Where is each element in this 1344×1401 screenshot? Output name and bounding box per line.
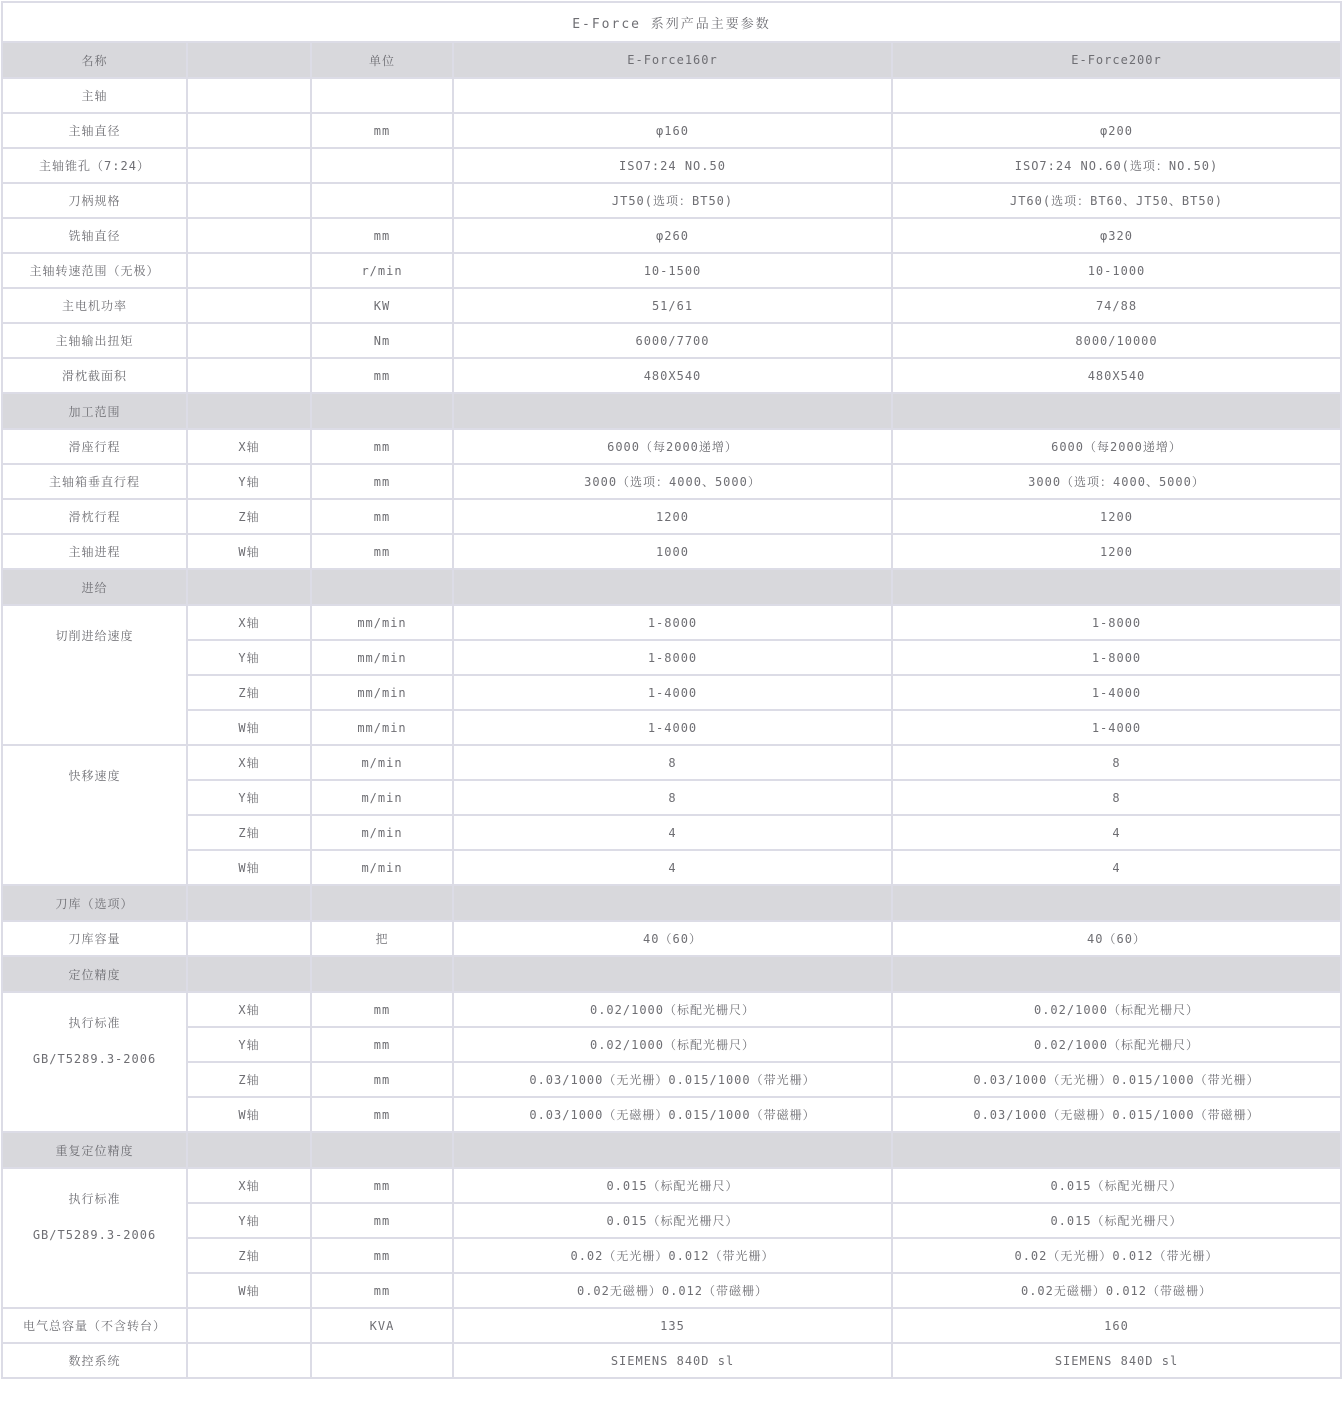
table-row: Z轴 m/min 4 4 <box>2 815 1341 850</box>
table-row: W轴 mm 0.03/1000（无磁栅）0.015/1000（带磁栅） 0.03/1000（无磁栅）0.015/1000（带磁栅） <box>2 1097 1341 1132</box>
table-row: 滑座行程 X轴 mm 6000（每2000递增） 6000（每2000递增） <box>2 429 1341 464</box>
header-model-b: E-Force200r <box>892 42 1341 78</box>
table-row: 执行标准 GB/T5289.3-2006 X轴 mm 0.015（标配光栅尺） 0.015（标配光栅尺） <box>2 1168 1341 1203</box>
cutting-feed-label: 切削进给速度 <box>2 605 187 745</box>
repeat-standard: 执行标准 GB/T5289.3-2006 <box>2 1168 187 1308</box>
table-row: Z轴 mm 0.02（无光栅）0.012（带光栅） 0.02（无光栅）0.012（带光栅） <box>2 1238 1341 1273</box>
table-row: 刀柄规格 JT50(选项：BT50) JT60(选项：BT60、JT50、BT50) <box>2 183 1341 218</box>
section-row <box>2 569 1341 605</box>
table-row: Y轴 mm/min 1-8000 1-8000 <box>2 640 1341 675</box>
table-row: 主轴转速范围（无极） r/min 10-1500 10-1000 <box>2 253 1341 288</box>
header-name: 名称 <box>2 42 187 78</box>
table-row: 刀库容量 把 40（60） 40（60） <box>2 921 1341 956</box>
table-row: 主轴箱垂直行程 Y轴 mm 3000（选项：4000、5000） 3000（选项：4000、5000） <box>2 464 1341 499</box>
section-row <box>2 956 1341 992</box>
table-row: W轴 mm/min 1-4000 1-4000 <box>2 710 1341 745</box>
table-row: Y轴 mm 0.015（标配光栅尺） 0.015（标配光栅尺） <box>2 1203 1341 1238</box>
section-spindle: 主轴 <box>2 78 187 113</box>
spec-table <box>1 1 1342 1379</box>
table-row: W轴 mm 0.02无磁栅）0.012（带磁栅） 0.02无磁栅）0.012（带磁栅） <box>2 1273 1341 1308</box>
rapid-speed-label: 快移速度 <box>2 745 187 885</box>
table-row: 执行标准 GB/T5289.3-2006 X轴 mm 0.02/1000（标配光栅尺） 0.02/1000（标配光栅尺） <box>2 992 1341 1027</box>
table-row: Y轴 mm 0.02/1000（标配光栅尺） 0.02/1000（标配光栅尺） <box>2 1027 1341 1062</box>
section-feed: 进给 <box>2 569 187 605</box>
table-row: Z轴 mm 0.03/1000（无光栅）0.015/1000（带光栅） 0.03/1000（无光栅）0.015/1000（带光栅） <box>2 1062 1341 1097</box>
table-row: Z轴 mm/min 1-4000 1-4000 <box>2 675 1341 710</box>
section-range: 加工范围 <box>2 393 187 429</box>
section-row <box>2 1132 1341 1168</box>
section-row <box>2 885 1341 921</box>
table-row: 快移速度 X轴 m/min 8 8 <box>2 745 1341 780</box>
table-row: Y轴 m/min 8 8 <box>2 780 1341 815</box>
section-row <box>2 393 1341 429</box>
table-row: 主轴输出扭矩 Nm 6000/7700 8000/10000 <box>2 323 1341 358</box>
section-magazine: 刀库（选项） <box>2 885 187 921</box>
table-row: 铣轴直径 mm φ260 φ320 <box>2 218 1341 253</box>
header-axis <box>187 42 311 78</box>
table-row: 滑枕行程 Z轴 mm 1200 1200 <box>2 499 1341 534</box>
section-repeat: 重复定位精度 <box>2 1132 187 1168</box>
positioning-standard: 执行标准 GB/T5289.3-2006 <box>2 992 187 1132</box>
table-row: 数控系统 SIEMENS 840D sl SIEMENS 840D sl <box>2 1343 1341 1378</box>
table-row: W轴 m/min 4 4 <box>2 850 1341 885</box>
table-row: 电气总容量（不含转台） KVA 135 160 <box>2 1308 1341 1343</box>
table-row: 主轴锥孔（7:24） ISO7:24 NO.50 ISO7:24 NO.60(选项：NO.50) <box>2 148 1341 183</box>
table-row: 滑枕截面积 mm 480X540 480X540 <box>2 358 1341 393</box>
table-row: 切削进给速度 X轴 mm/min 1-8000 1-8000 <box>2 605 1341 640</box>
table-row: 主轴直径 mm φ160 φ200 <box>2 113 1341 148</box>
section-positioning: 定位精度 <box>2 956 187 992</box>
header-unit: 单位 <box>311 42 453 78</box>
table-title: E-Force 系列产品主要参数 <box>2 2 1341 42</box>
table-row: 主轴进程 W轴 mm 1000 1200 <box>2 534 1341 569</box>
table-row: 主电机功率 KW 51/61 74/88 <box>2 288 1341 323</box>
header-model-a: E-Force160r <box>453 42 892 78</box>
